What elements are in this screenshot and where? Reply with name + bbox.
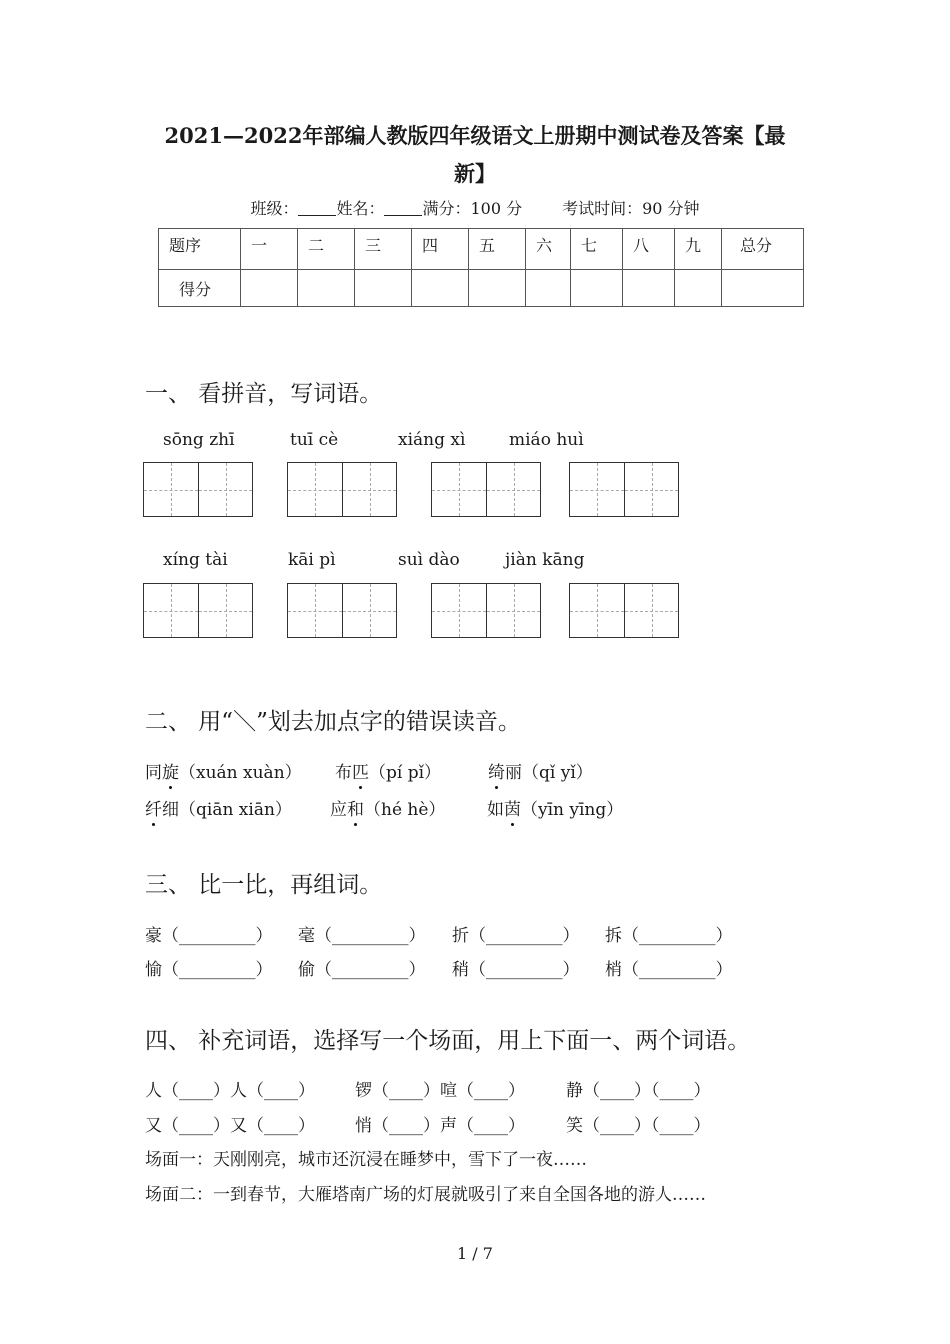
word-blank[interactable]: 偷（_________） [298, 960, 426, 980]
pinyin-label: sōng zhī [163, 430, 235, 450]
writing-grid[interactable] [431, 462, 541, 517]
score-input-cell[interactable] [623, 270, 675, 307]
writing-grid[interactable] [143, 462, 253, 517]
word-blank[interactable]: 愉（_________） [145, 960, 273, 980]
writing-grid[interactable] [287, 583, 397, 638]
name-label: 姓名： [336, 199, 385, 218]
class-label: 班级： [250, 199, 299, 218]
score-input-cell[interactable] [526, 270, 571, 307]
table-cell: 七 [571, 229, 623, 270]
score-input-cell[interactable] [469, 270, 526, 307]
idiom-blank[interactable]: 静（____）（____） [566, 1081, 711, 1101]
word-blank[interactable]: 折（_________） [452, 926, 580, 946]
pronunciation-item[interactable]: 纤细（qiān xiān） [145, 795, 292, 820]
full-score: 满分：100 分 [422, 199, 523, 218]
name-blank[interactable] [384, 199, 422, 216]
section2-heading: 二、 用“＼”划去加点字的错误读音。 [145, 709, 521, 735]
word-blank[interactable]: 稍（_________） [452, 960, 580, 980]
table-cell: 三 [355, 229, 412, 270]
pronunciation-item[interactable]: 应和（hé hè） [330, 795, 445, 820]
pronunciation-item[interactable]: 同旋（xuán xuàn） [145, 758, 302, 783]
scene-one: 场面一：天刚刚亮，城市还沉浸在睡梦中，雪下了一夜…… [145, 1150, 587, 1170]
scene-two: 场面二：一到春节，大雁塔南广场的灯展就吸引了来自全国各地的游人…… [145, 1185, 706, 1205]
pinyin-label: miáo huì [509, 430, 584, 450]
writing-grid[interactable] [143, 583, 253, 638]
pinyin-label: xiáng xì [398, 430, 466, 450]
dotted-char: 绮 [488, 758, 505, 783]
score-table [158, 228, 804, 307]
section4-heading: 四、 补充词语，选择写一个场面，用上下面一、两个词语。 [145, 1028, 751, 1054]
dotted-char: 和 [347, 795, 364, 820]
table-cell: 五 [469, 229, 526, 270]
writing-grid[interactable] [569, 462, 679, 517]
idiom-blank[interactable]: 锣（____）喧（____） [355, 1081, 525, 1101]
pinyin-label: kāi pì [288, 550, 336, 570]
pronunciation-item[interactable]: 布匹（pí pǐ） [335, 758, 441, 783]
pronunciation-item[interactable]: 如茵（yīn yīng） [487, 795, 623, 820]
idiom-blank[interactable]: 笑（____）（____） [566, 1116, 711, 1136]
idiom-blank[interactable]: 又（____）又（____） [145, 1116, 315, 1136]
table-cell: 九 [675, 229, 722, 270]
table-cell: 二 [298, 229, 355, 270]
writing-grid[interactable] [287, 462, 397, 517]
score-input-cell[interactable] [722, 270, 804, 307]
idiom-blank[interactable]: 人（____）人（____） [145, 1081, 315, 1101]
word-blank[interactable]: 毫（_________） [298, 926, 426, 946]
section1-heading: 一、 看拼音，写词语。 [145, 381, 383, 407]
word-blank[interactable]: 豪（_________） [145, 926, 273, 946]
score-input-cell[interactable] [355, 270, 412, 307]
writing-grid[interactable] [569, 583, 679, 638]
score-input-cell[interactable] [412, 270, 469, 307]
score-input-cell[interactable] [675, 270, 722, 307]
table-cell: 四 [412, 229, 469, 270]
section3-heading: 三、 比一比，再组词。 [145, 872, 383, 898]
pinyin-label: tuī cè [290, 430, 339, 450]
dotted-char: 匹 [352, 758, 369, 783]
word-blank[interactable]: 拆（_________） [605, 926, 733, 946]
score-input-cell[interactable] [298, 270, 355, 307]
score-table-score-row [159, 270, 804, 307]
pinyin-label: jiàn kāng [505, 550, 585, 570]
dotted-char: 纤 [145, 795, 162, 820]
table-cell: 得分 [159, 270, 241, 307]
table-cell: 一 [241, 229, 298, 270]
idiom-blank[interactable]: 悄（____）声（____） [355, 1116, 525, 1136]
table-cell: 八 [623, 229, 675, 270]
score-table-header-row [159, 229, 804, 270]
pinyin-label: suì dào [398, 550, 460, 570]
score-input-cell[interactable] [571, 270, 623, 307]
table-cell: 题序 [159, 229, 241, 270]
table-cell: 总分 [722, 229, 804, 270]
document-title-line2: 新】 [454, 161, 496, 186]
word-blank[interactable]: 梢（_________） [605, 960, 733, 980]
class-blank[interactable] [298, 199, 336, 216]
pinyin-label: xíng tài [163, 550, 228, 570]
pronunciation-item[interactable]: 绮丽（qǐ yǐ） [488, 758, 593, 783]
table-cell: 六 [526, 229, 571, 270]
page-number: 1 / 7 [457, 1244, 493, 1263]
writing-grid[interactable] [431, 583, 541, 638]
dotted-char: 旋 [162, 758, 179, 783]
document-title-line1: 2021—2022年部编人教版四年级语文上册期中测试卷及答案【最 [164, 123, 786, 148]
exam-info [0, 196, 950, 219]
score-input-cell[interactable] [241, 270, 298, 307]
dotted-char: 茵 [504, 795, 521, 820]
exam-time: 考试时间：90 分钟 [562, 199, 700, 218]
